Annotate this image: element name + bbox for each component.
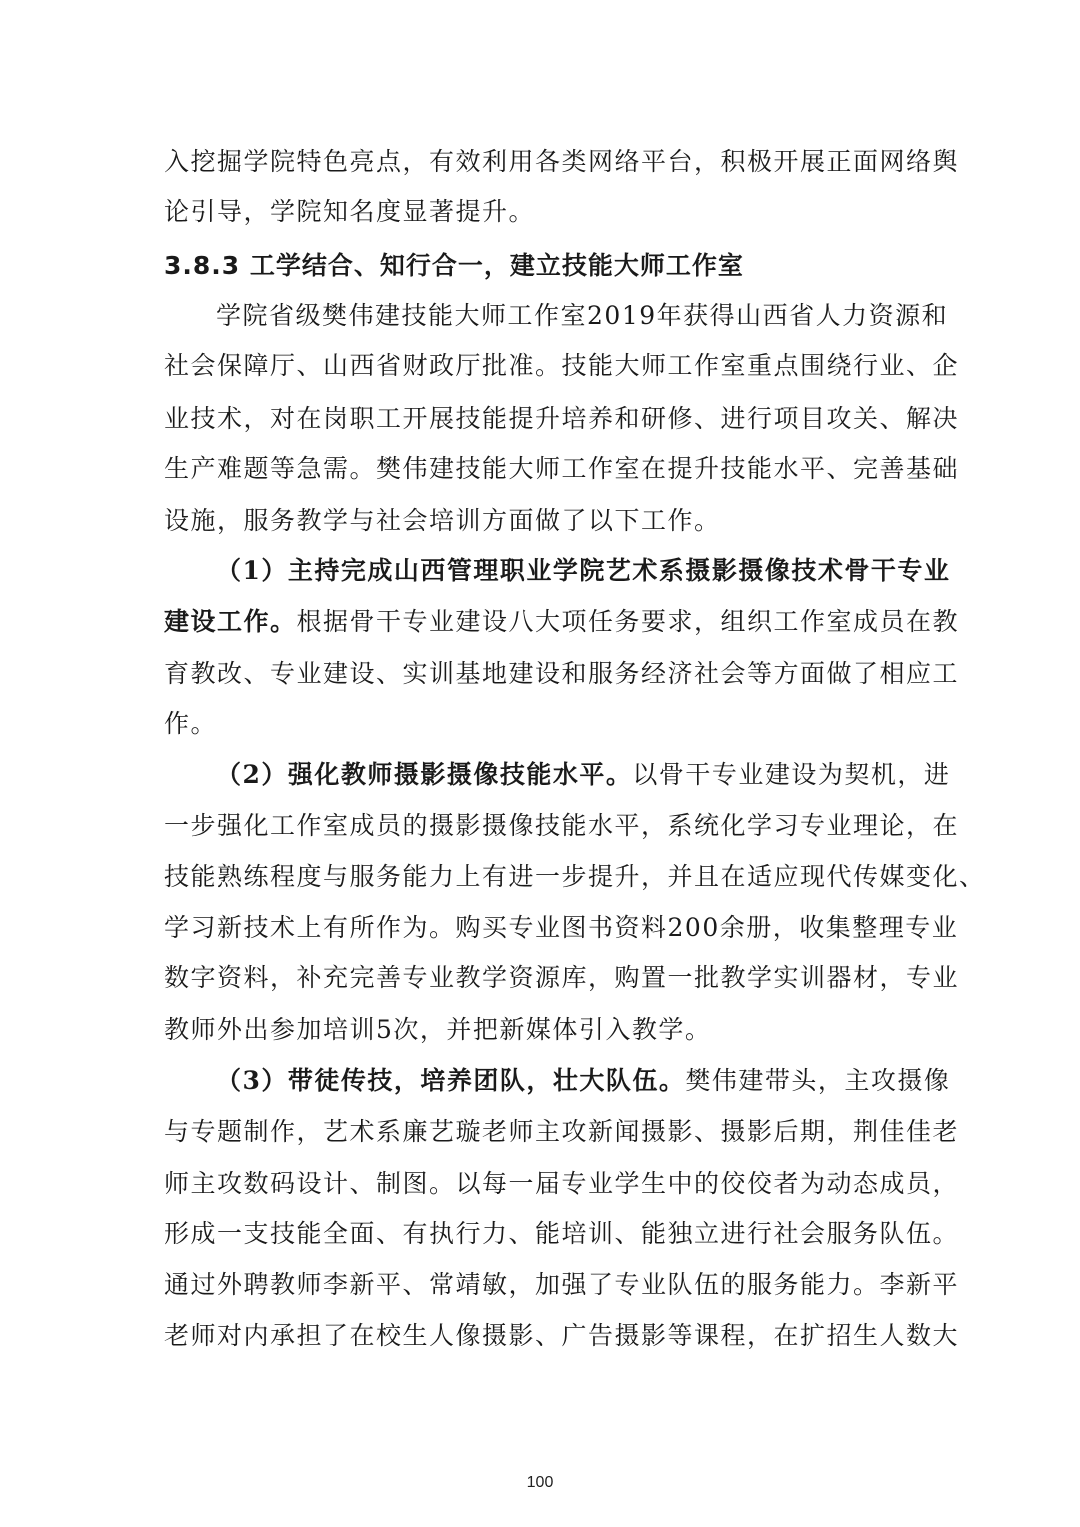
text-line <box>164 1106 959 1158</box>
text-line <box>164 1310 959 1362</box>
body-text: 设施，服务教学与社会培训方面做了以下工作。 <box>164 506 721 535</box>
bold-text: （2）强化教师摄影摄像技能水平。 <box>216 760 633 789</box>
body-text: 形成一支技能全面、有执行力、能培训、能独立进行社会服务队伍。 <box>164 1219 960 1248</box>
text-line <box>164 393 959 445</box>
body-text: 生产难题等急需。樊伟建技能大师工作室在提升技能水平、完善基础 <box>164 454 960 483</box>
body-text: 学习新技术上有所作为。购买专业图书资料200余册，收集整理专业 <box>164 913 959 942</box>
body-text: 教师外出参加培训5次，并把新媒体引入教学。 <box>164 1015 712 1044</box>
section-heading <box>164 240 744 292</box>
bold-text: （3）带徒传技，培养团队，壮大队伍。 <box>216 1066 686 1095</box>
text-line <box>164 443 959 495</box>
body-text: 学院省级樊伟建技能大师工作室2019年获得山西省人力资源和 <box>216 301 949 330</box>
body-text: 社会保障厅、山西省财政厅批准。技能大师工作室重点围绕行业、企 <box>164 351 960 380</box>
text-line <box>164 596 959 648</box>
body-text: 入挖掘学院特色亮点，有效利用各类网络平台，积极开展正面网络舆 <box>164 147 960 176</box>
body-text: 樊伟建带头，主攻摄像 <box>685 1066 951 1095</box>
text-line <box>164 1259 959 1311</box>
text-line <box>164 340 959 392</box>
body-text: 论引导，学院知名度显著提升。 <box>164 197 536 226</box>
text-line <box>164 902 958 954</box>
body-text: 业技术，对在岗职工开展技能提升培养和研修、进行项目攻关、解决 <box>164 404 960 433</box>
body-text: 数字资料，补充完善专业教学资源库，购置一批教学实训器材，专业 <box>164 963 960 992</box>
text-line <box>216 1055 950 1107</box>
body-text: 一步强化工作室成员的摄影摄像技能水平，系统化学习专业理论，在 <box>164 811 960 840</box>
text-line <box>216 749 950 801</box>
body-text: 技能熟练程度与服务能力上有进一步提升，并且在适应现代传媒变化、 <box>164 862 986 891</box>
text-line <box>164 851 986 903</box>
body-text: 老师对内承担了在校生人像摄影、广告摄影等课程，在扩招生人数大 <box>164 1321 960 1350</box>
text-line <box>216 290 948 342</box>
body-text: 作。 <box>164 709 218 738</box>
text-line <box>164 1158 959 1210</box>
text-line <box>164 186 535 238</box>
text-line <box>164 698 217 750</box>
text-line <box>164 952 959 1004</box>
body-text: 与专题制作，艺术系廉艺璇老师主攻新闻摄影、摄影后期，荆佳佳老 <box>164 1117 960 1146</box>
body-text: 以骨干专业建设为契机，进 <box>632 760 951 789</box>
body-text: 根据骨干专业建设八大项任务要求，组织工作室成员在教 <box>296 607 960 636</box>
text-line <box>164 800 959 852</box>
body-text: 通过外聘教师李新平、常靖敏，加强了专业队伍的服务能力。李新平 <box>164 1270 960 1299</box>
text-line <box>164 1208 959 1260</box>
bold-text: （1）主持完成山西管理职业学院艺术系摄影摄像技术骨干专业 <box>216 556 951 585</box>
bold-text: 建设工作。 <box>164 607 297 636</box>
text-line <box>164 495 721 547</box>
text-line <box>164 648 959 700</box>
bold-text: 3.8.3 工学结合、知行合一，建立技能大师工作室 <box>164 251 744 280</box>
body-text: 师主攻数码设计、制图。以每一届专业学生中的佼佼者为动态成员， <box>164 1169 960 1198</box>
text-line <box>164 136 959 188</box>
text-line <box>164 1004 711 1056</box>
body-text: 育教改、专业建设、实训基地建设和服务经济社会等方面做了相应工 <box>164 659 960 688</box>
text-line <box>216 545 950 597</box>
page-number: 100 <box>526 1474 554 1491</box>
